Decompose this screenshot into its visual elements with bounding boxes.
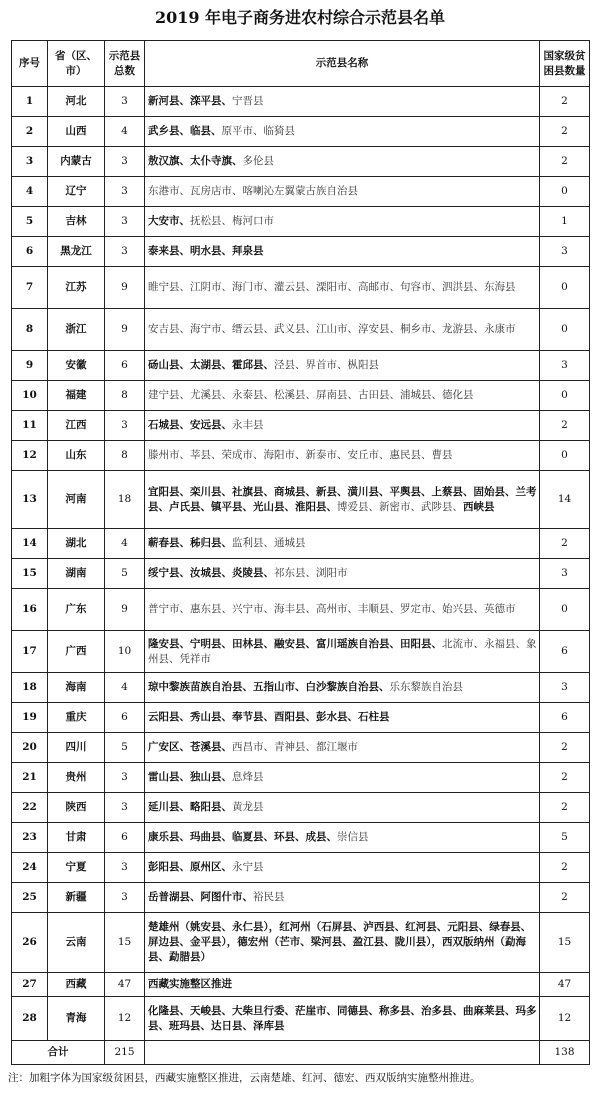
county-names: 普宁市、惠东县、兴宁市、海丰县、高州市、丰顺县、罗定市、始兴县、英德市 xyxy=(148,603,516,615)
county-names: 裕民县 xyxy=(253,891,285,903)
row-province: 湖南 xyxy=(48,559,105,589)
row-county-names xyxy=(145,267,540,309)
county-names: 睢宁县、江阴市、海门市、灌云县、溧阳市、高邮市、句容市、泗洪县、东海县 xyxy=(148,281,516,293)
row-province: 河南 xyxy=(48,471,105,529)
header-province: 省（区、市） xyxy=(48,41,105,87)
row-poor-count: 2 xyxy=(540,883,590,913)
poor-county-names: 新河县、滦平县、 xyxy=(148,95,232,107)
row-county-names xyxy=(145,559,540,589)
table-row xyxy=(12,913,590,973)
row-province: 云南 xyxy=(48,913,105,973)
table-row xyxy=(12,853,590,883)
footnote: 注：加粗字体为国家级贫困县，西藏实施整区推进，云南楚雄、红河、德宏、西双版纳实施整州推进。 xyxy=(8,1072,481,1084)
row-county-names xyxy=(145,589,540,631)
row-province: 黑龙江 xyxy=(48,237,105,267)
row-count: 3 xyxy=(105,177,145,207)
row-index: 5 xyxy=(12,207,48,237)
row-index: 7 xyxy=(12,267,48,309)
table-row xyxy=(12,441,590,471)
page-title: 2019 年电子商务进农村综合示范县名单 xyxy=(154,8,446,27)
row-province: 江苏 xyxy=(48,267,105,309)
county-names: 滕州市、莘县、荣成市、海阳市、新泰市、安丘市、惠民县、曹县 xyxy=(148,449,453,461)
row-index: 21 xyxy=(12,763,48,793)
county-names: 抚松县、梅河口市 xyxy=(190,215,274,227)
row-poor-count: 0 xyxy=(540,589,590,631)
county-names: 宁晋县 xyxy=(232,95,264,107)
row-poor-count: 2 xyxy=(540,853,590,883)
row-county-names xyxy=(145,973,540,997)
total-count: 215 xyxy=(105,1041,145,1065)
table-row xyxy=(12,237,590,267)
row-poor-count: 6 xyxy=(540,631,590,673)
poor-county-names: 彭阳县、原州区、 xyxy=(148,861,232,873)
row-index: 2 xyxy=(12,117,48,147)
row-poor-count: 2 xyxy=(540,411,590,441)
row-province: 宁夏 xyxy=(48,853,105,883)
row-county-names xyxy=(145,853,540,883)
row-poor-count: 2 xyxy=(540,763,590,793)
row-county-names xyxy=(145,913,540,973)
table-row xyxy=(12,207,590,237)
row-index: 18 xyxy=(12,673,48,703)
row-index: 6 xyxy=(12,237,48,267)
county-names: 息烽县 xyxy=(232,771,264,783)
table-row xyxy=(12,733,590,763)
row-index: 4 xyxy=(12,177,48,207)
total-label: 合计 xyxy=(12,1041,105,1065)
poor-county-names: 琼中黎族苗族自治县、五指山市、白沙黎族自治县、 xyxy=(148,681,390,693)
table-row xyxy=(12,117,590,147)
row-province: 浙江 xyxy=(48,309,105,351)
poor-county-names: 西藏实施整区推进 xyxy=(148,978,232,990)
poor-county-names: 岳普湖县、阿图什市、 xyxy=(148,891,253,903)
poor-county-names: 西峡县 xyxy=(463,500,495,513)
county-names: 永宁县 xyxy=(232,861,264,873)
poor-county-names: 化隆县、天峻县、大柴旦行委、茫崖市、同德县、称多县、治多县、曲麻莱县、玛多县、班玛县、达日县、泽库县 xyxy=(148,1004,537,1032)
row-province: 广东 xyxy=(48,589,105,631)
table-row xyxy=(12,589,590,631)
row-count: 4 xyxy=(105,117,145,147)
row-poor-count: 14 xyxy=(540,471,590,529)
county-names: 西昌市、青神县、都江堰市 xyxy=(232,741,358,753)
row-index: 25 xyxy=(12,883,48,913)
row-county-names xyxy=(145,703,540,733)
row-poor-count: 2 xyxy=(540,87,590,117)
row-count: 3 xyxy=(105,793,145,823)
row-count: 3 xyxy=(105,411,145,441)
row-count: 47 xyxy=(105,973,145,997)
row-poor-count: 2 xyxy=(540,529,590,559)
row-county-names xyxy=(145,997,540,1041)
county-names: 多伦县 xyxy=(242,155,274,167)
county-names: 安吉县、海宁市、缙云县、武义县、江山市、淳安县、桐乡市、龙游县、永康市 xyxy=(148,323,516,335)
total-names-cell xyxy=(145,1041,540,1065)
row-count: 15 xyxy=(105,913,145,973)
row-poor-count: 3 xyxy=(540,673,590,703)
row-province: 贵州 xyxy=(48,763,105,793)
row-index: 12 xyxy=(12,441,48,471)
table-row xyxy=(12,351,590,381)
row-count: 6 xyxy=(105,703,145,733)
row-province: 安徽 xyxy=(48,351,105,381)
poor-county-names: 蕲春县、秭归县、 xyxy=(148,537,232,549)
county-names: 博爱县、新密市、武陟县、 xyxy=(337,500,463,513)
row-count: 5 xyxy=(105,559,145,589)
row-county-names xyxy=(145,87,540,117)
row-count: 4 xyxy=(105,529,145,559)
county-names: 崇信县 xyxy=(337,831,369,843)
table-row xyxy=(12,177,590,207)
row-county-names xyxy=(145,631,540,673)
table-row xyxy=(12,883,590,913)
row-poor-count: 3 xyxy=(540,351,590,381)
header-poor-count: 国家级贫困县数量 xyxy=(540,41,590,87)
row-index: 8 xyxy=(12,309,48,351)
county-names: 东港市、瓦房店市、喀喇沁左翼蒙古族自治县 xyxy=(148,185,358,197)
row-count: 3 xyxy=(105,853,145,883)
row-index: 9 xyxy=(12,351,48,381)
row-province: 海南 xyxy=(48,673,105,703)
row-county-names xyxy=(145,471,540,529)
row-poor-count: 0 xyxy=(540,309,590,351)
table-row xyxy=(12,267,590,309)
row-index: 1 xyxy=(12,87,48,117)
row-count: 9 xyxy=(105,589,145,631)
row-poor-count: 47 xyxy=(540,973,590,997)
row-county-names xyxy=(145,309,540,351)
county-names: 原平市、临猗县 xyxy=(221,125,295,137)
poor-county-names: 武乡县、临县、 xyxy=(148,125,222,137)
row-county-names xyxy=(145,793,540,823)
row-poor-count: 3 xyxy=(540,559,590,589)
table-row xyxy=(12,763,590,793)
row-county-names xyxy=(145,117,540,147)
row-county-names xyxy=(145,147,540,177)
poor-county-names: 楚雄州（姚安县、永仁县），红河州（石屏县、泸西县、红河县、元阳县、绿春县、屏边县、金平县），德宏州（芒市、梁河县、盈江县、陇川县），西双版纳州（勐海县、勐腊县） xyxy=(148,921,532,963)
row-count: 9 xyxy=(105,267,145,309)
poor-county-names: 广安区、苍溪县、 xyxy=(148,741,232,753)
poor-county-names: 云阳县、秀山县、奉节县、酉阳县、彭水县、石柱县 xyxy=(148,711,390,723)
row-province: 内蒙古 xyxy=(48,147,105,177)
table-row xyxy=(12,973,590,997)
row-county-names xyxy=(145,883,540,913)
table-row xyxy=(12,559,590,589)
row-county-names xyxy=(145,441,540,471)
county-names: 永丰县 xyxy=(232,419,264,431)
row-poor-count: 0 xyxy=(540,267,590,309)
poor-county-names: 延川县、略阳县、 xyxy=(148,801,232,813)
row-county-names xyxy=(145,207,540,237)
row-index: 26 xyxy=(12,913,48,973)
row-count: 3 xyxy=(105,763,145,793)
poor-county-names: 敖汉旗、太仆寺旗、 xyxy=(148,155,243,167)
total-poor-count: 138 xyxy=(540,1041,590,1065)
row-poor-count: 2 xyxy=(540,793,590,823)
table-row xyxy=(12,673,590,703)
row-province: 河北 xyxy=(48,87,105,117)
row-index: 20 xyxy=(12,733,48,763)
row-poor-count: 2 xyxy=(540,147,590,177)
table-row xyxy=(12,381,590,411)
county-names: 北流市、永福县、象州县、凭祥市 xyxy=(148,637,537,665)
row-county-names xyxy=(145,237,540,267)
row-poor-count: 2 xyxy=(540,117,590,147)
table-row xyxy=(12,411,590,441)
county-names: 祁东县、浏阳市 xyxy=(274,567,348,579)
table-row xyxy=(12,823,590,853)
row-province: 江西 xyxy=(48,411,105,441)
poor-county-names: 砀山县、太湖县、霍邱县、 xyxy=(148,359,274,371)
row-index: 10 xyxy=(12,381,48,411)
poor-county-names: 大安市、 xyxy=(148,215,190,227)
table-row xyxy=(12,309,590,351)
header-index: 序号 xyxy=(12,41,48,87)
row-count: 3 xyxy=(105,237,145,267)
row-index: 24 xyxy=(12,853,48,883)
row-county-names xyxy=(145,381,540,411)
row-count: 4 xyxy=(105,673,145,703)
county-names: 建宁县、尤溪县、永泰县、松溪县、屏南县、古田县、浦城县、德化县 xyxy=(148,389,474,401)
row-province: 广西 xyxy=(48,631,105,673)
table-row xyxy=(12,703,590,733)
row-count: 3 xyxy=(105,147,145,177)
row-poor-count: 12 xyxy=(540,997,590,1041)
row-province: 甘肃 xyxy=(48,823,105,853)
county-table xyxy=(11,40,590,1065)
row-province: 青海 xyxy=(48,997,105,1041)
row-province: 山东 xyxy=(48,441,105,471)
row-count: 6 xyxy=(105,351,145,381)
table-header-row xyxy=(12,41,590,87)
table-row xyxy=(12,793,590,823)
row-index: 16 xyxy=(12,589,48,631)
poor-county-names: 泰来县、明水县、拜泉县 xyxy=(148,245,264,257)
row-poor-count: 1 xyxy=(540,207,590,237)
row-county-names xyxy=(145,733,540,763)
table-row xyxy=(12,87,590,117)
poor-county-names: 康乐县、玛曲县、临夏县、环县、成县、 xyxy=(148,831,337,843)
row-count: 18 xyxy=(105,471,145,529)
row-count: 5 xyxy=(105,733,145,763)
row-poor-count: 2 xyxy=(540,733,590,763)
row-index: 17 xyxy=(12,631,48,673)
row-poor-count: 15 xyxy=(540,913,590,973)
row-index: 14 xyxy=(12,529,48,559)
row-count: 8 xyxy=(105,381,145,411)
row-count: 8 xyxy=(105,441,145,471)
row-count: 3 xyxy=(105,207,145,237)
table-row xyxy=(12,471,590,529)
row-count: 3 xyxy=(105,883,145,913)
row-county-names xyxy=(145,823,540,853)
row-poor-count: 0 xyxy=(540,381,590,411)
poor-county-names: 隆安县、宁明县、田林县、融安县、富川瑶族自治县、田阳县、 xyxy=(148,637,442,650)
row-county-names xyxy=(145,177,540,207)
row-poor-count: 6 xyxy=(540,703,590,733)
row-count: 6 xyxy=(105,823,145,853)
county-names: 监利县、通城县 xyxy=(232,537,306,549)
header-names: 示范县名称 xyxy=(145,41,540,87)
table-row xyxy=(12,529,590,559)
row-county-names xyxy=(145,411,540,441)
row-index: 27 xyxy=(12,973,48,997)
row-count: 3 xyxy=(105,87,145,117)
header-count: 示范县总数 xyxy=(105,41,145,87)
row-province: 山西 xyxy=(48,117,105,147)
poor-county-names: 石城县、安远县、 xyxy=(148,419,232,431)
row-province: 福建 xyxy=(48,381,105,411)
row-index: 28 xyxy=(12,997,48,1041)
row-index: 11 xyxy=(12,411,48,441)
row-province: 重庆 xyxy=(48,703,105,733)
row-count: 9 xyxy=(105,309,145,351)
row-province: 湖北 xyxy=(48,529,105,559)
total-row xyxy=(12,1041,590,1065)
row-count: 10 xyxy=(105,631,145,673)
row-index: 13 xyxy=(12,471,48,529)
row-province: 西藏 xyxy=(48,973,105,997)
row-poor-count: 0 xyxy=(540,441,590,471)
county-names: 泾县、界首市、枞阳县 xyxy=(274,359,379,371)
table-body xyxy=(12,87,590,1041)
county-names: 黄龙县 xyxy=(232,801,264,813)
poor-county-names: 绥宁县、汝城县、炎陵县、 xyxy=(148,567,274,579)
table-row xyxy=(12,997,590,1041)
row-county-names xyxy=(145,529,540,559)
row-province: 四川 xyxy=(48,733,105,763)
row-province: 吉林 xyxy=(48,207,105,237)
row-province: 辽宁 xyxy=(48,177,105,207)
poor-county-names: 宜阳县、栾川县、社旗县、商城县、新县、潢川县、平舆县、上蔡县、固始县、兰考县、卢氏县、镇平县、光山县、淮阳县、 xyxy=(148,485,537,513)
row-poor-count: 0 xyxy=(540,177,590,207)
row-county-names xyxy=(145,763,540,793)
row-poor-count: 3 xyxy=(540,237,590,267)
row-county-names xyxy=(145,673,540,703)
row-index: 3 xyxy=(12,147,48,177)
row-poor-count: 5 xyxy=(540,823,590,853)
table-row xyxy=(12,631,590,673)
row-index: 19 xyxy=(12,703,48,733)
row-county-names xyxy=(145,351,540,381)
row-count: 12 xyxy=(105,997,145,1041)
row-index: 23 xyxy=(12,823,48,853)
county-names: 乐东黎族自治县 xyxy=(389,681,463,693)
row-index: 15 xyxy=(12,559,48,589)
table-row xyxy=(12,147,590,177)
row-index: 22 xyxy=(12,793,48,823)
row-province: 新疆 xyxy=(48,883,105,913)
poor-county-names: 雷山县、独山县、 xyxy=(148,771,232,783)
row-province: 陕西 xyxy=(48,793,105,823)
